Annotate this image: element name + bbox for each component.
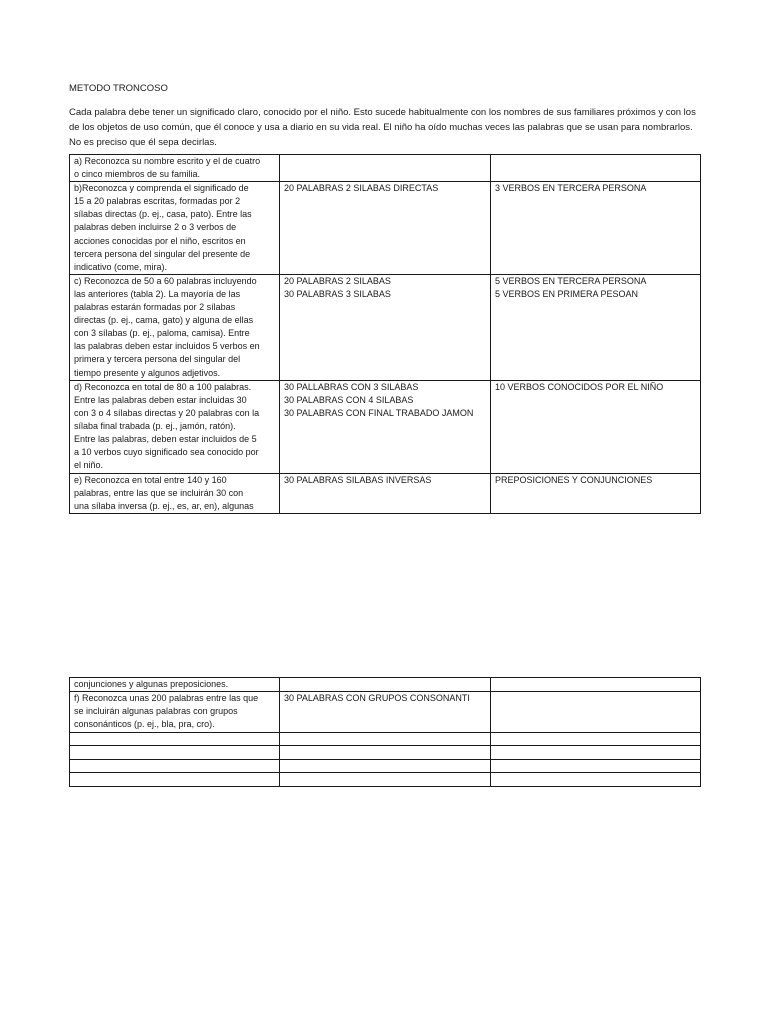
table-cell-objective [70,746,280,760]
table-cell-verbs [491,678,701,692]
table-row [70,733,701,746]
table-cell-words: 20 PALABRAS 2 SILABAS DIRECTAS [280,182,491,275]
intro-paragraph: Cada palabra debe tener un significado claro, conocido por el niño. Esto sucede habitualmente con los nombres de sus familiares próximos y con los de los objetos de uso común, que él conoce y usa a diario en su vida real. El niño ha oído muchas veces las palabras que se usan para nombrarlos. No es preciso que él sepa decirlas. [69,107,696,148]
table-cell-words: 30 PALABRAS SILABAS INVERSAS [280,473,491,513]
table-row [70,473,701,513]
table-row [70,274,701,380]
table-cell-objective: conjunciones y algunas preposiciones. [70,678,280,692]
table-row [70,773,701,787]
table-cell-words [280,678,491,692]
table-cell-words [280,773,491,787]
table-row [70,692,701,733]
table-cell-objective: f) Reconozca unas 200 palabras entre las que se incluirán algunas palabras con grupos consonánticos (p. ej., bla, pra, cro). [70,692,280,733]
table-cell-verbs [491,692,701,733]
table-cell-verbs [491,773,701,787]
table-cell-verbs: 10 VERBOS CONOCIDOS POR EL NIÑO [491,380,701,473]
table-cell-objective [70,773,280,787]
document-title: METODO TRONCOSO [69,83,168,94]
table-cell-words [280,760,491,773]
method-table-page-1 [69,154,701,514]
table-cell-words [280,733,491,746]
table-cell-verbs [491,746,701,760]
table-cell-objective [70,760,280,773]
table-cell-objective: a) Reconozca su nombre escrito y el de cuatro o cinco miembros de su familia. [70,155,280,182]
table-cell-verbs [491,760,701,773]
table-cell-verbs: PREPOSICIONES Y CONJUNCIONES [491,473,701,513]
table-row [70,380,701,473]
table-cell-objective: c) Reconozca de 50 a 60 palabras incluyendo las anteriores (tabla 2). La mayoría de las palabras estarán formadas por 2 sílabas directas (p. ej., cama, gato) y alguna de ellas con 3 sílabas (p. ej., paloma, camisa). Entre las palabras deben estar incluidos 5 verbos en primera y tercera persona del singular del tiempo presente y algunos adjetivos. [70,274,280,380]
table-cell-verbs: 3 VERBOS EN TERCERA PERSONA [491,182,701,275]
table-cell-verbs [491,733,701,746]
table-row [70,155,701,182]
table-cell-words: 20 PALABRAS 2 SILABAS 30 PALABRAS 3 SILABAS [280,274,491,380]
table-cell-words [280,746,491,760]
table-cell-words [280,155,491,182]
table-cell-objective: d) Reconozca en total de 80 a 100 palabras. Entre las palabras deben estar incluidas 30 con 3 o 4 sílabas directas y 20 palabras con la sílaba final trabada (p. ej., jamón, ratón). Entre las palabras, deben estar incluidos de 5 a 10 verbos cuyo significado sea conocido por el niño. [70,380,280,473]
table-cell-words: 30 PALLABRAS CON 3 SILABAS 30 PALABRAS CON 4 SILABAS 30 PALABRAS CON FINAL TRABADO JAMON [280,380,491,473]
table-cell-verbs [491,155,701,182]
table-row [70,678,701,692]
table-row [70,746,701,760]
method-table-page-2 [69,677,701,787]
table-row [70,182,701,275]
table-row [70,760,701,773]
table-cell-words: 30 PALABRAS CON GRUPOS CONSONANTI [280,692,491,733]
table-cell-verbs: 5 VERBOS EN TERCERA PERSONA 5 VERBOS EN PRIMERA PESOAN [491,274,701,380]
table-cell-objective: e) Reconozca en total entre 140 y 160 palabras, entre las que se incluirán 30 con una sílaba inversa (p. ej., es, ar, en), algunas [70,473,280,513]
table-cell-objective: b)Reconozca y comprenda el significado de 15 a 20 palabras escritas, formadas por 2 sílabas directas (p. ej., casa, pato). Entre las palabras deben incluirse 2 o 3 verbos de acciones conocidas por el niño, escritos en tercera persona del singular del presente de indicativo (come, mira). [70,182,280,275]
table-cell-objective [70,733,280,746]
